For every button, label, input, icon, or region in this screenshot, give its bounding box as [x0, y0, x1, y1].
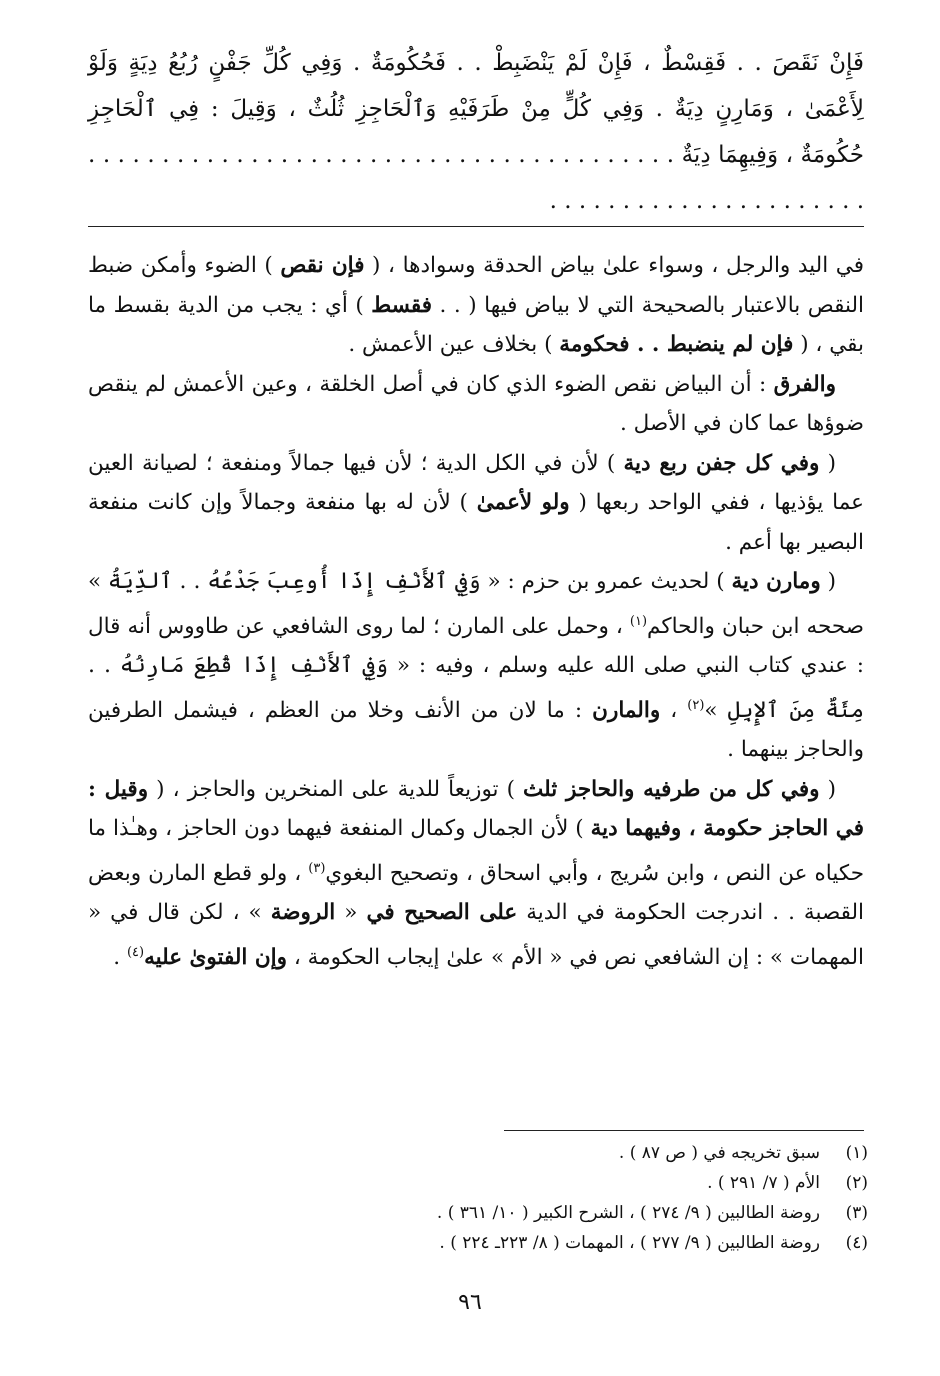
matn-line-2: وَمَارِنٍ دِيَةٌ . وَفِي كُلٍّ مِنْ طَرَفَيْهِ وَٱلْحَاجِزِ ثُلُثٌ ، وَقِيلَ : فِي ٱلْحَاجِزِ حُكُومَةٌ ، وَفِيهِمَا [88, 96, 865, 168]
commentary-paragraph-4 [88, 562, 864, 770]
text-run: : ما لان من الأنف وخلا من العظم ، فيشمل الطرفين والحاجز بينهما . [88, 697, 864, 763]
bold-run: وفي كل جفن ربع دية [623, 450, 820, 476]
text-run: » صححه ابن حبان والحاكم [88, 569, 864, 639]
hadith-quote: وَفِي ٱلأَنْفِ إِذَا قُطِعَ مَارِنُهُ . . مِئَةٌ مِنَ ٱلإِبِلِ [88, 653, 865, 723]
hadith-quote: وَفِي ٱلأَنْفِ إِذَا أُوعِبَ جَدْعُهُ . . ٱلدِّيَةُ [108, 569, 481, 594]
commentary-paragraph-2 [88, 365, 864, 444]
matn-line-1: فَإِنْ نَقَصَ . . فَقِسْطٌ ، فَإِنْ لَمْ يَنْضَبِطْ . . فَحُكُومَةٌ . وَفِي كُلِّ جَفْنٍ رُبُعُ دِيَةٍ وَلَوْ لِأَعْمَىٰ ، [88, 50, 865, 122]
text-run: ) أي : يجب من الدية بقسط ما بقي ، ( [88, 292, 864, 357]
footnotes [88, 1138, 868, 1258]
matn-dots: . . . . . . . . . . . . . . . . . . . . . . . . . . . . . . . . . . . . . . . . . . . . . . . . . . . . . . . . . . . . . [88, 142, 864, 214]
text-run: ) توزيعاً للدية على المنخرين والحاجز ، ( [148, 776, 524, 802]
footnote-text: الأم ( ٧/ ٢٩١ ) . [707, 1173, 820, 1193]
text-run: ) لأن الجمال وكمال المنفعة فيهما دون الحاجز ، وهـٰذا ما حكياه عن النص ، وابن سُريج ، وأبي اسحاق ، وتصحيح البغوي [88, 816, 864, 886]
bold-run: الروضة [270, 900, 336, 926]
footnote [88, 1198, 868, 1228]
text-run: ) لحديث عمرو بن حزم : « [480, 569, 732, 594]
text-run: : أن البياض نقص الضوء الذي كان في أصل الخلقة ، وعين الأعمش لم ينقص ضوؤها عما كان في الأصل . [88, 371, 864, 436]
text-run: ، وحمل على المارن ؛ لما روى الشافعي عن طاووس أنه قال : عندي كتاب النبي صلى الله عليه وسلم ، وفيه : « [88, 613, 864, 679]
text-run: . [113, 945, 127, 971]
footnote-ref[interactable]: (٢) [687, 697, 705, 713]
footnote-text: روضة الطالبين ( ٩/ ٢٧٧ ) ، المهمات ( ٨/ ٢٢٣ـ ٢٢٤ ) . [439, 1233, 820, 1253]
footnote-number: (٣) [845, 1203, 868, 1223]
bold-run: فقسط [371, 292, 433, 318]
commentary-paragraph-1 [88, 246, 864, 365]
page-number: ٩٦ [458, 1290, 482, 1315]
text-run: ) لأن في الكل الدية ؛ لأن فيها جمالاً ومنفعة ؛ لصيانة العين عما يؤذيها ، ففي الواحد ربعها ( [88, 450, 864, 515]
footnote-ref[interactable]: (٣) [308, 860, 326, 876]
bold-run: وإن الفتوىٰ عليه [144, 945, 288, 971]
bold-run: فإن نقص [280, 253, 365, 278]
text-run: ) لأن له بها منفعة وجمالاً وإن كانت منفعة البصير بها أعم . [88, 490, 864, 555]
bold-run: وفي كل من طرفيه والحاجز ثلث [523, 776, 820, 802]
text-run: » [704, 697, 728, 723]
matn-block [88, 40, 864, 224]
matn-separator [88, 226, 864, 227]
footnote [88, 1228, 868, 1258]
bold-run: ولو لأعمىٰ [476, 490, 570, 515]
bold-run: والفرق [773, 371, 836, 397]
text-run: ( [820, 569, 836, 594]
footnote [88, 1138, 868, 1168]
matn-line-3: دِيَةٌ . [666, 142, 711, 168]
text-run: ) بخلاف عين الأعمش . [348, 332, 560, 357]
text-run: ( [819, 450, 836, 476]
matn-text [88, 40, 864, 224]
bold-run: على الصحيح في [366, 900, 518, 926]
commentary-block [88, 246, 864, 978]
footnote-number: (١) [845, 1143, 868, 1163]
footnote-ref[interactable]: (١) [629, 613, 648, 629]
footnotes-separator [504, 1130, 864, 1131]
footnote [88, 1168, 868, 1198]
footnote-text: روضة الطالبين ( ٩/ ٢٧٤ ) ، الشرح الكبير ( ١٠/ ٣٦١ ) . [436, 1203, 820, 1223]
footnote-text: سبق تخريجه في ( ص ٨٧ ) . [618, 1143, 820, 1163]
bold-run: والمارن [592, 697, 661, 723]
text-run: ، ولو قطع المارن وبعض القصبة . . اندرجت الحكومة في الدية [88, 860, 864, 926]
text-run: » ، لكن قال في « المهمات » : إن الشافعي نص في « الأم » علىٰ إيجاب الحكومة ، [88, 900, 864, 971]
text-run: ( [819, 776, 836, 802]
commentary-paragraph-5 [88, 770, 864, 978]
footnote-number: (٤) [845, 1233, 868, 1253]
bold-run: وقيل : في الحاجز حكومة ، وفيهما دية [88, 776, 864, 842]
footnote-number: (٢) [845, 1173, 868, 1193]
text-run: ، [660, 697, 688, 723]
text-run: ) الضوء وأمكن ضبط النقص بالاعتبار بالصحيحة التي لا بياض فيها ( . . [88, 253, 864, 318]
bold-run: ومارن دية [731, 569, 821, 594]
text-run: « [335, 900, 367, 926]
bold-run: فإن لم ينضبط . . فحكومة [559, 332, 794, 357]
commentary-paragraph-3 [88, 444, 864, 563]
text-run: في اليد والرجل ، وسواء علىٰ بياض الحدقة وسوادها ، ( [364, 253, 864, 278]
footnote-ref[interactable]: (٤) [126, 944, 145, 960]
